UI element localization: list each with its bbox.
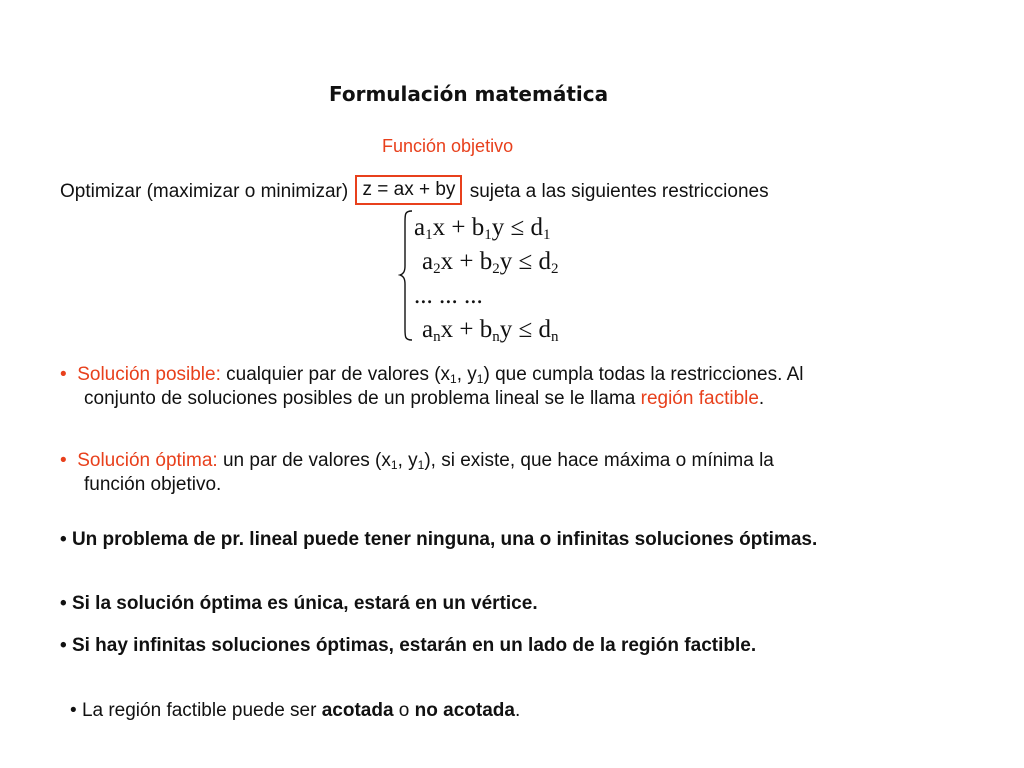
solucion-posible-term: Solución posible: [77, 364, 221, 385]
bullet-solucion-posible: • Solución posible: cualquier par de valores ($x_1$, $y_1$) que cumpla todas la restricciones. Al conjunto de soluciones posibles de un problema lineal se le llama región factible. [60, 364, 804, 409]
constraint-row-n: $a_nx + b_ny \le d_n$ [422, 316, 559, 345]
region-factible-term: región factible [640, 388, 759, 409]
bullet-region-acotada: • La región factible puede ser acotada o no acotada. [70, 700, 521, 721]
acotada-term: acotada [321, 700, 394, 721]
bullet-symbol: • [60, 450, 67, 471]
bullet-infinitas-soluciones: • Si hay infinitas soluciones óptimas, estarán en un lado de la región factible. [60, 635, 757, 656]
constraint-row-dots: ... ... ... [414, 282, 483, 309]
objective-function-box: z = ax + by [355, 175, 462, 205]
optimize-text-before: Optimizar (maximizar o minimizar) [60, 181, 349, 202]
constraint-system [398, 208, 608, 343]
bullet-solucion-unica: • Si la solución óptima es única, estará en un vértice. [60, 593, 538, 614]
left-brace-icon [398, 208, 414, 343]
bullet-soluciones-optimas: • Un problema de pr. lineal puede tener ninguna, una o infinitas soluciones óptimas. [60, 529, 818, 550]
objective-function-label: Función objetivo [382, 136, 514, 156]
solucion-optima-term: Solución óptima: [77, 450, 218, 471]
optimize-statement [60, 177, 769, 207]
constraint-row-1: $a_1x + b_1y \le d_1$ [414, 214, 551, 243]
no-acotada-term: no acotada [414, 700, 515, 721]
bullet-symbol: • [60, 364, 67, 385]
optimize-text-after: sujeta a las siguientes restricciones [469, 181, 769, 202]
constraint-row-2: $a_2x + b_2y \le d_2$ [422, 248, 559, 277]
bullet-solucion-optima: • Solución óptima: un par de valores ($x_1$, $y_1$), si existe, que hace máxima o mínima la función objetivo. [60, 450, 774, 495]
slide-title: Formulación matemática [329, 82, 609, 106]
